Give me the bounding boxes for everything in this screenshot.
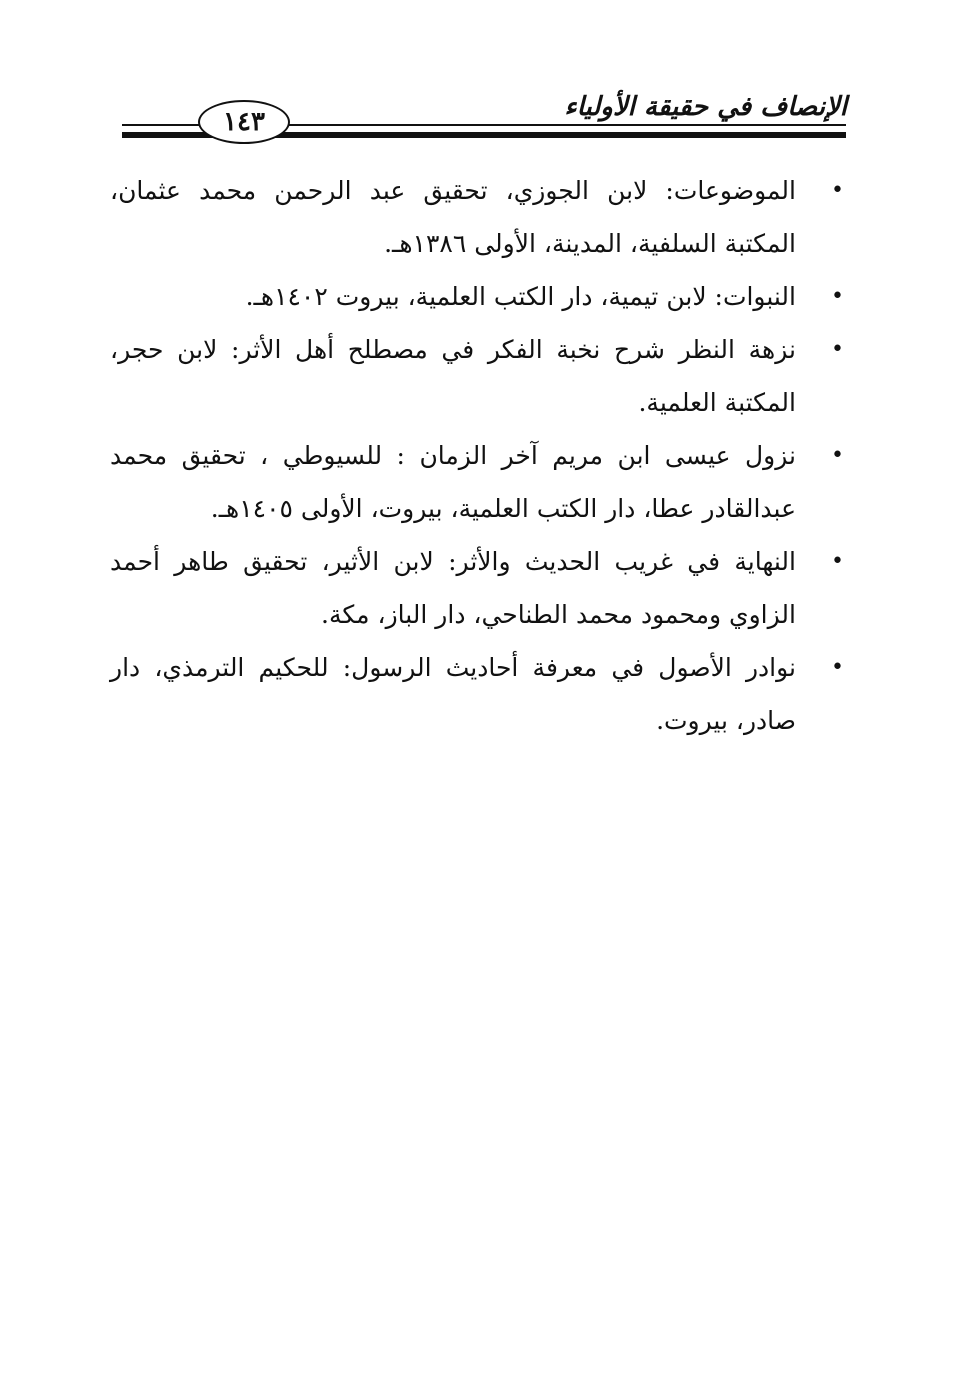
bullet-icon: • (831, 337, 844, 362)
running-title: الإنصاف في حقيقة الأولياء (564, 92, 847, 122)
reference-text: نزهة النظر شرح نخبة الفكر في مصطلح أهل الأثر: لابن حجر، المكتبة العلمية. (110, 335, 796, 417)
reference-item (110, 270, 844, 323)
reference-item (110, 164, 844, 270)
bullet-icon: • (831, 284, 844, 309)
reference-item (110, 535, 844, 641)
bullet-icon: • (831, 178, 844, 203)
reference-item (110, 429, 844, 535)
reference-text: الموضوعات: لابن الجوزي، تحقيق عبد الرحمن محمد عثمان، المكتبة السلفية، المدينة، الأولى ١٣٨٦هـ. (110, 176, 796, 258)
reference-list (110, 164, 844, 747)
page-number: ١٤٣ (223, 107, 265, 137)
reference-text: نزول عيسى ابن مريم آخر الزمان : للسيوطي ، تحقيق محمد عبدالقادر عطا، دار الكتب العلمية، بيروت، الأولى ١٤٠٥هـ. (110, 441, 796, 523)
reference-item (110, 641, 844, 747)
page-header (0, 0, 969, 160)
bullet-icon: • (831, 549, 844, 574)
reference-text: النهاية في غريب الحديث والأثر: لابن الأثير، تحقيق طاهر أحمد الزاوي ومحمود محمد الطناحي، دار الباز، مكة. (110, 547, 796, 629)
bullet-icon: • (831, 655, 844, 680)
bullet-icon: • (831, 443, 844, 468)
reference-text: النبوات: لابن تيمية، دار الكتب العلمية، بيروت ١٤٠٢هـ. (245, 282, 796, 311)
reference-text: نوادر الأصول في معرفة أحاديث الرسول: للحكيم الترمذي، دار صادر، بيروت. (110, 653, 796, 735)
reference-item (110, 323, 844, 429)
